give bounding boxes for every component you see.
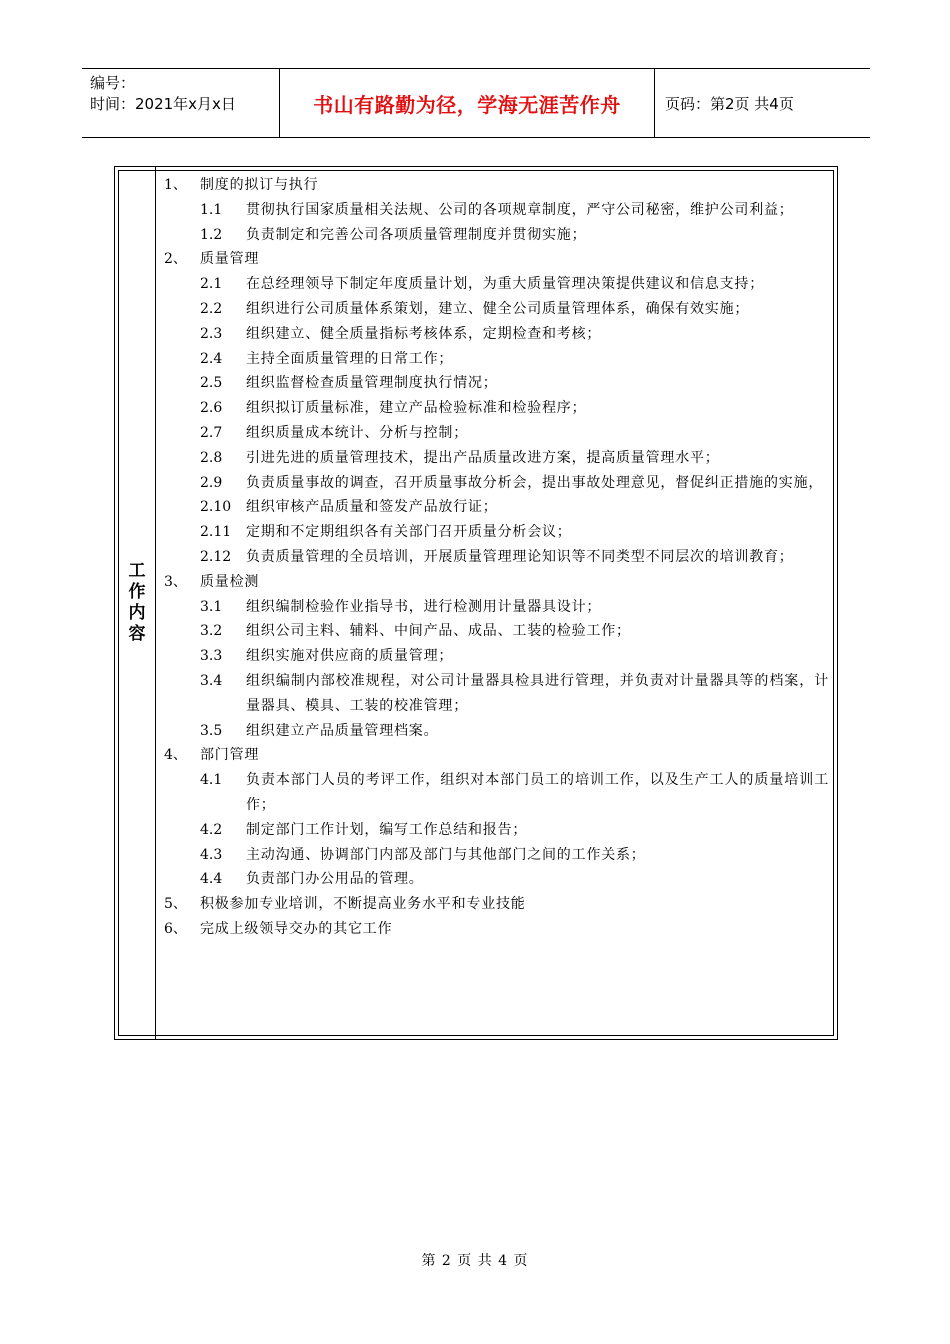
item-text: 主持全面质量管理的日常工作； bbox=[246, 350, 454, 367]
sub-item bbox=[156, 818, 829, 843]
sub-item bbox=[156, 843, 829, 868]
page-header bbox=[82, 68, 870, 138]
sub-item bbox=[156, 595, 829, 620]
item-number: 4.3 bbox=[200, 846, 223, 863]
item-text: 组织公司主料、辅料、中间产品、成品、工装的检验工作； bbox=[246, 623, 631, 640]
item-text: 质量检测 bbox=[200, 573, 260, 590]
item-text: 在总经理领导下制定年度质量计划，为重大质量管理决策提供建议和信息支持； bbox=[246, 276, 764, 293]
item-number: 2.2 bbox=[200, 300, 223, 317]
sub-item bbox=[156, 545, 829, 570]
sub-item bbox=[156, 867, 829, 892]
section-item bbox=[156, 743, 829, 768]
item-number: 3.2 bbox=[200, 623, 223, 640]
item-number: 4.2 bbox=[200, 821, 223, 838]
item-number: 3、 bbox=[164, 573, 187, 590]
item-text: 组织编制检验作业指导书，进行检测用计量器具设计； bbox=[246, 598, 602, 615]
item-text: 组织质量成本统计、分析与控制； bbox=[246, 424, 468, 441]
duty-list bbox=[156, 173, 829, 942]
item-number: 2.4 bbox=[200, 350, 223, 367]
item-number: 1.2 bbox=[200, 226, 223, 243]
sub-item bbox=[156, 669, 829, 719]
sub-item bbox=[156, 198, 829, 223]
item-number: 4.1 bbox=[200, 772, 223, 789]
sub-item bbox=[156, 644, 829, 669]
item-text: 组织建立产品质量管理档案。 bbox=[246, 722, 439, 739]
item-number: 2.6 bbox=[200, 400, 223, 417]
item-text: 组织拟订质量标准，建立产品检验标准和检验程序； bbox=[246, 400, 587, 417]
sub-item bbox=[156, 768, 829, 818]
page-footer: 第 2 页 共 4 页 bbox=[421, 1253, 529, 1269]
document-number-label: 编号： bbox=[90, 74, 136, 92]
item-number: 2.3 bbox=[200, 325, 223, 342]
item-text: 部门管理 bbox=[200, 747, 260, 764]
item-text: 质量管理 bbox=[200, 251, 260, 268]
sub-item bbox=[156, 619, 829, 644]
side-column bbox=[115, 167, 156, 1039]
item-number: 2.10 bbox=[200, 499, 232, 516]
item-number: 3.3 bbox=[200, 648, 223, 665]
item-number: 2.5 bbox=[200, 375, 223, 392]
item-text: 组织监督检查质量管理制度执行情况； bbox=[246, 375, 498, 392]
sub-item bbox=[156, 297, 829, 322]
item-number: 2.7 bbox=[200, 424, 223, 441]
item-text: 负责质量事故的调查，召开质量事故分析会，提出事故处理意见，督促纠正措施的实施， bbox=[246, 474, 824, 491]
sub-item bbox=[156, 322, 829, 347]
item-text: 制定部门工作计划，编写工作总结和报告； bbox=[246, 821, 528, 838]
item-number: 5、 bbox=[164, 896, 187, 913]
item-text: 负责制定和完善公司各项质量管理制度并贯彻实施； bbox=[246, 226, 587, 243]
item-text: 组织编制内部校准规程，对公司计量器具检具进行管理，并负责对计量器具等的档案，计量器具、模具、工装的校准管理； bbox=[246, 672, 829, 714]
item-text: 负责质量管理的全员培训，开展质量管理理论知识等不同类型不同层次的培训教育； bbox=[246, 548, 794, 565]
header-motto: 书山有路勤为径，学海无涯苦作舟 bbox=[280, 69, 655, 137]
header-page-number: 页码：第2页 共4页 bbox=[665, 94, 794, 113]
item-number: 4、 bbox=[164, 747, 187, 764]
item-number: 3.1 bbox=[200, 598, 223, 615]
item-number: 1、 bbox=[164, 177, 187, 193]
sub-item bbox=[156, 495, 829, 520]
section-item bbox=[156, 892, 829, 917]
item-number: 2.12 bbox=[200, 548, 232, 565]
section-item bbox=[156, 173, 829, 198]
header-meta bbox=[82, 69, 280, 137]
item-number: 1.1 bbox=[200, 201, 223, 218]
duty-table bbox=[114, 166, 838, 1040]
sub-item bbox=[156, 446, 829, 471]
item-number: 3.5 bbox=[200, 722, 223, 739]
sub-item bbox=[156, 272, 829, 297]
sub-item bbox=[156, 719, 829, 744]
item-number: 2.9 bbox=[200, 474, 223, 491]
item-text: 贯彻执行国家质量相关法规、公司的各项规章制度，严守公司秘密，维护公司利益； bbox=[246, 201, 794, 218]
item-text: 完成上级领导交办的其它工作 bbox=[200, 920, 393, 937]
document-date: 时间：2021年x月x日 bbox=[90, 95, 236, 113]
item-text: 组织进行公司质量体系策划，建立、健全公司质量管理体系，确保有效实施； bbox=[246, 300, 750, 317]
item-number: 6、 bbox=[164, 920, 187, 937]
item-text: 制度的拟订与执行 bbox=[200, 177, 319, 193]
item-number: 3.4 bbox=[200, 672, 223, 689]
sub-item bbox=[156, 520, 829, 545]
item-number: 2、 bbox=[164, 251, 187, 268]
item-text: 积极参加专业培训，不断提高业务水平和专业技能 bbox=[200, 896, 526, 913]
sub-item bbox=[156, 471, 829, 496]
item-text: 负责本部门人员的考评工作，组织对本部门员工的培训工作，以及生产工人的质量培训工作； bbox=[246, 772, 829, 813]
item-text: 组织审核产品质量和签发产品放行证； bbox=[246, 499, 498, 516]
item-number: 2.1 bbox=[200, 276, 223, 293]
item-text: 定期和不定期组织各有关部门召开质量分析会议； bbox=[246, 524, 572, 541]
item-number: 4.4 bbox=[200, 871, 223, 888]
section-item bbox=[156, 570, 829, 595]
item-text: 组织建立、健全质量指标考核体系，定期检查和考核； bbox=[246, 325, 602, 342]
item-number: 2.11 bbox=[200, 524, 232, 541]
sub-item bbox=[156, 371, 829, 396]
item-text: 引进先进的质量管理技术，提出产品质量改进方案，提高质量管理水平； bbox=[246, 449, 720, 466]
sub-item bbox=[156, 421, 829, 446]
item-text: 负责部门办公用品的管理。 bbox=[246, 871, 424, 888]
side-label: 工作内容 bbox=[124, 561, 145, 645]
section-item bbox=[156, 247, 829, 272]
item-number: 2.8 bbox=[200, 449, 223, 466]
item-text: 主动沟通、协调部门内部及部门与其他部门之间的工作关系； bbox=[246, 846, 646, 863]
sub-item bbox=[156, 347, 829, 372]
sub-item bbox=[156, 223, 829, 248]
section-item bbox=[156, 917, 829, 942]
item-text: 组织实施对供应商的质量管理； bbox=[246, 648, 454, 665]
sub-item bbox=[156, 396, 829, 421]
